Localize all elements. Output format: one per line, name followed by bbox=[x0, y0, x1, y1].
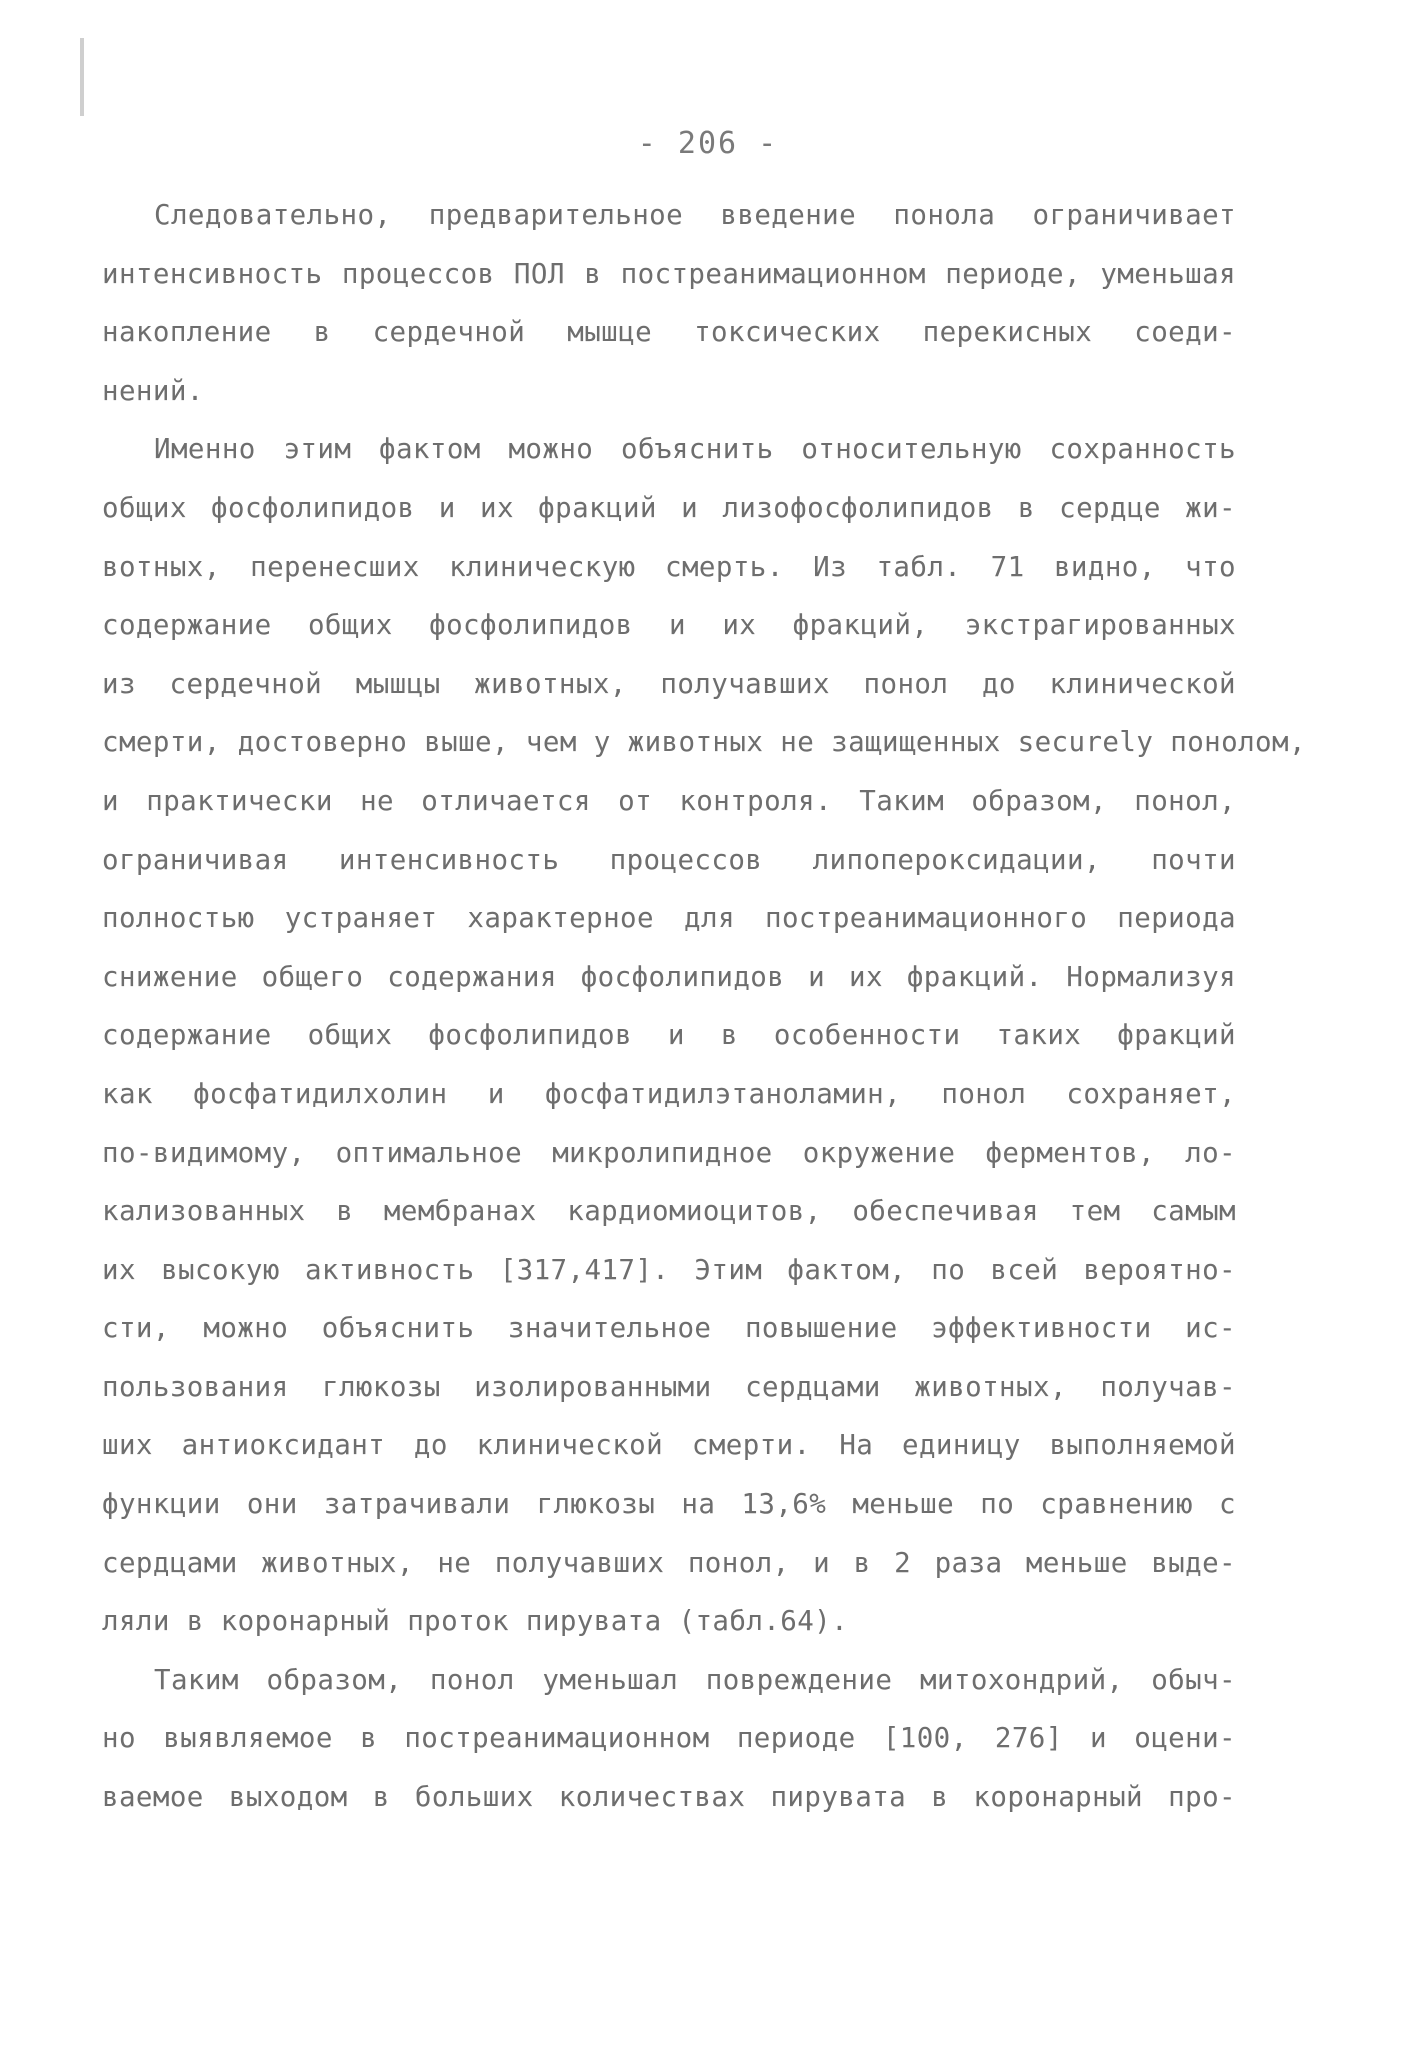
text-line: но выявляемое в постреанимационном периоде [100, 276] и оцени- bbox=[102, 1722, 1236, 1755]
text-line: интенсивность процессов ПОЛ в постреанимационном периоде, уменьшая bbox=[102, 257, 1236, 290]
text-line: Следовательно, предварительное введение понола ограничивает bbox=[154, 199, 1236, 231]
text-line: ваемое выходом в больших количествах пирувата в коронарный про- bbox=[102, 1781, 1236, 1814]
text-line: ших антиоксидант до клинической смерти. На единицу выполняемой bbox=[102, 1429, 1236, 1462]
text-line: кализованных в мембранах кардиомиоцитов, обеспечивая тем самым bbox=[102, 1195, 1236, 1228]
text-line: накопление в сердечной мышце токсических перекисных соеди- bbox=[102, 316, 1236, 349]
document-body bbox=[102, 186, 1306, 1827]
margin-mark bbox=[80, 38, 84, 116]
text-line: полностью устраняет характерное для постреанимационного периода bbox=[102, 902, 1236, 935]
text-line: сердцами животных, не получавших понол, и в 2 раза меньше выде- bbox=[102, 1546, 1236, 1579]
text-line: снижение общего содержания фосфолипидов и их фракций. Нормализуя bbox=[102, 960, 1236, 993]
text-line: содержание общих фосфолипидов и в особенности таких фракций bbox=[102, 1019, 1236, 1052]
text-line: ляли в коронарный проток пирувата (табл.64). bbox=[102, 1605, 849, 1638]
text-line: ограничивая интенсивность процессов липопероксидации, почти bbox=[102, 843, 1236, 876]
text-line: нений. bbox=[102, 374, 204, 407]
text-line: содержание общих фосфолипидов и их фракций, экстрагированных bbox=[102, 609, 1236, 642]
text-line: функции они затрачивали глюкозы на 13,6% меньше по сравнению с bbox=[102, 1488, 1236, 1521]
text-line: Именно этим фактом можно объяснить относительную сохранность bbox=[154, 433, 1236, 466]
text-line: их высокую активность [317,417]. Этим фактом, по всей вероятно- bbox=[102, 1253, 1236, 1286]
text-line: смерти, достоверно выше, чем у животных не защищенных securely понолом, bbox=[102, 726, 1306, 759]
page-number: - 206 - bbox=[637, 126, 779, 161]
text-line: как фосфатидилхолин и фосфатидилэтаноламин, понол сохраняет, bbox=[102, 1077, 1236, 1110]
text-line: общих фосфолипидов и их фракций и лизофосфолипидов в сердце жи- bbox=[102, 491, 1236, 524]
text-line: вотных, перенесших клиническую смерть. Из табл. 71 видно, что bbox=[102, 550, 1236, 583]
text-line: и практически не отличается от контроля. Таким образом, понол, bbox=[102, 784, 1236, 817]
text-line: Таким образом, понол уменьшал повреждение митохондрий, обыч- bbox=[154, 1663, 1236, 1696]
text-line: по-видимому, оптимальное микролипидное окружение ферментов, ло- bbox=[102, 1136, 1236, 1169]
text-line: пользования глюкозы изолированными сердцами животных, получав- bbox=[102, 1370, 1236, 1403]
text-line: из сердечной мышцы животных, получавших понол до клинической bbox=[102, 667, 1236, 700]
text-line: сти, можно объяснить значительное повышение эффективности ис- bbox=[102, 1312, 1236, 1345]
